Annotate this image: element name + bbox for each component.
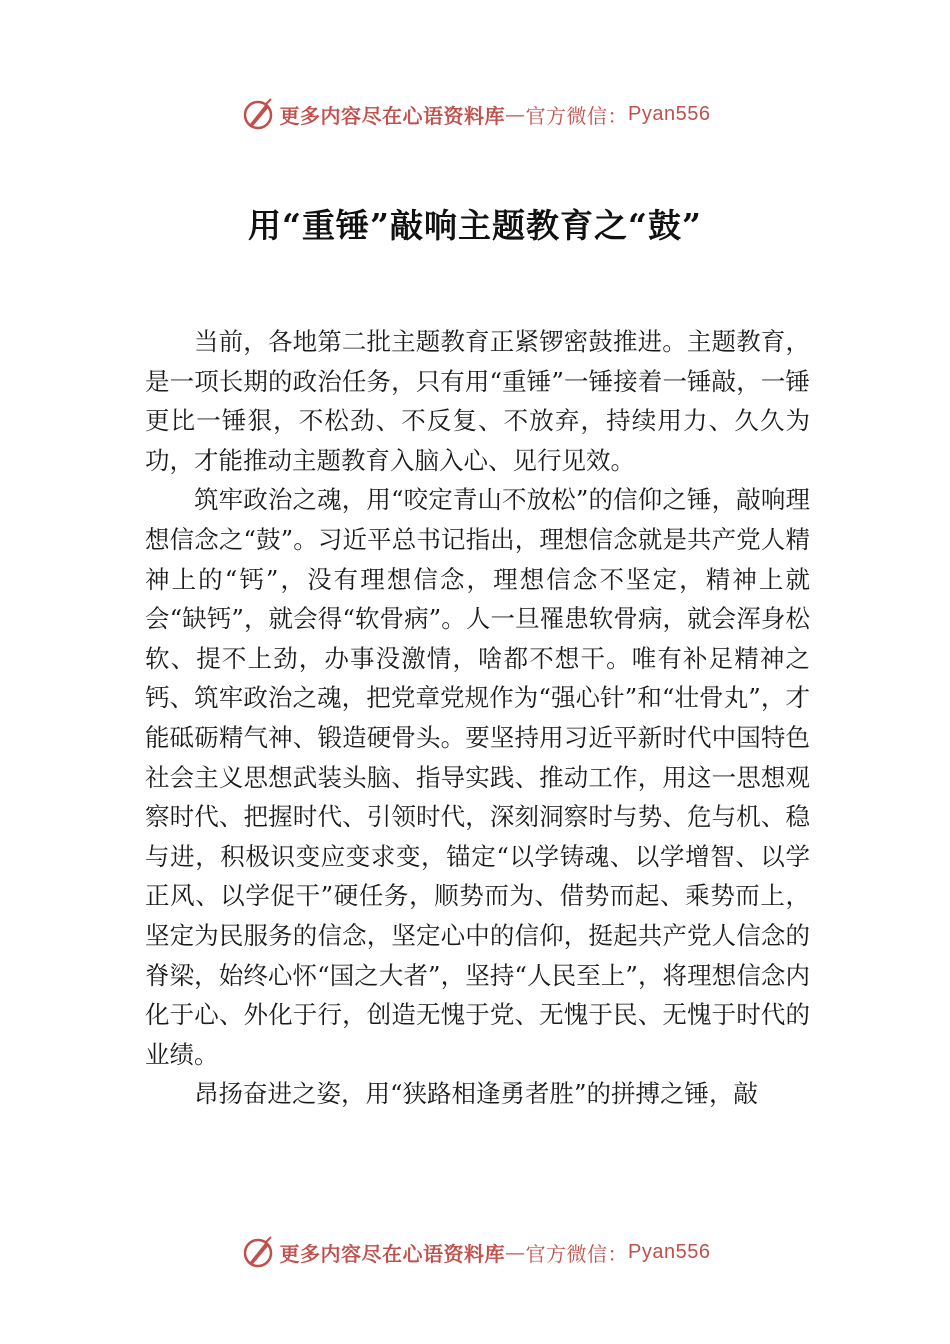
watermark-wechat-id: Pyan556 [628, 1240, 711, 1263]
document-body [145, 322, 810, 1114]
paragraph-1: 当前，各地第二批主题教育正紧锣密鼓推进。主题教育，是一项长期的政治任务，只有用“重锤”一锤接着一锤敲，一锤更比一锤狠，不松劲、不反复、不放弃，持续用力、久久为功，才能推动主题教育入脑入心、见行见效。 [145, 327, 810, 475]
watermark-library-name: 更多内容尽在心语资料库 [279, 1241, 506, 1266]
paragraph-2: 筑牢政治之魂，用“咬定青山不放松”的信仰之锤，敲响理想信念之“鼓”。习近平总书记指出，理想信念就是共产党人精神上的“钙”，没有理想信念，理想信念不坚定，精神上就会“缺钙”，就会得“软骨病”。人一旦罹患软骨病，就会浑身松软、提不上劲，办事没激情，啥都不想干。唯有补足精神之钙、筑牢政治之魂，把党章党规作为“强心针”和“壮骨丸”，才能砥砺精气神、锻造硬骨头。要坚持用习近平新时代中国特色社会主义思想武装头脑、指导实践、推动工作，用这一思想观察时代、把握时代、引领时代，深刻洞察时与势、危与机、稳与进，积极识变应变求变，锚定“以学铸魂、以学增智、以学正风、以学促干”硬任务，顺势而为、借势而起、乘势而上，坚定为民服务的信念，坚定心中的信仰，挺起共产党人信念的脊梁，始终心怀“国之大者”，坚持“人民至上”，将理想信念内化于心、外化于行，创造无愧于党、无愧于民、无愧于时代的业绩。 [145, 485, 810, 1069]
quill-pen-logo-icon [240, 1234, 276, 1270]
paragraph-3: 昂扬奋进之姿，用“狭路相逢勇者胜”的拼搏之锤，敲 [194, 1079, 759, 1109]
watermark-dash: — [505, 1240, 526, 1264]
footer-watermark [0, 1232, 950, 1272]
watermark-official-label: 官方微信： [525, 1241, 629, 1266]
watermark-dash: — [505, 102, 526, 126]
watermark-official-label: 官方微信： [525, 103, 629, 128]
quill-pen-logo-icon [240, 96, 276, 132]
watermark-library-name: 更多内容尽在心语资料库 [279, 103, 506, 128]
header-watermark [0, 94, 950, 134]
watermark-wechat-id: Pyan556 [628, 102, 711, 125]
document-title: 用“重锤”敲响主题教育之“鼓” [248, 206, 702, 245]
